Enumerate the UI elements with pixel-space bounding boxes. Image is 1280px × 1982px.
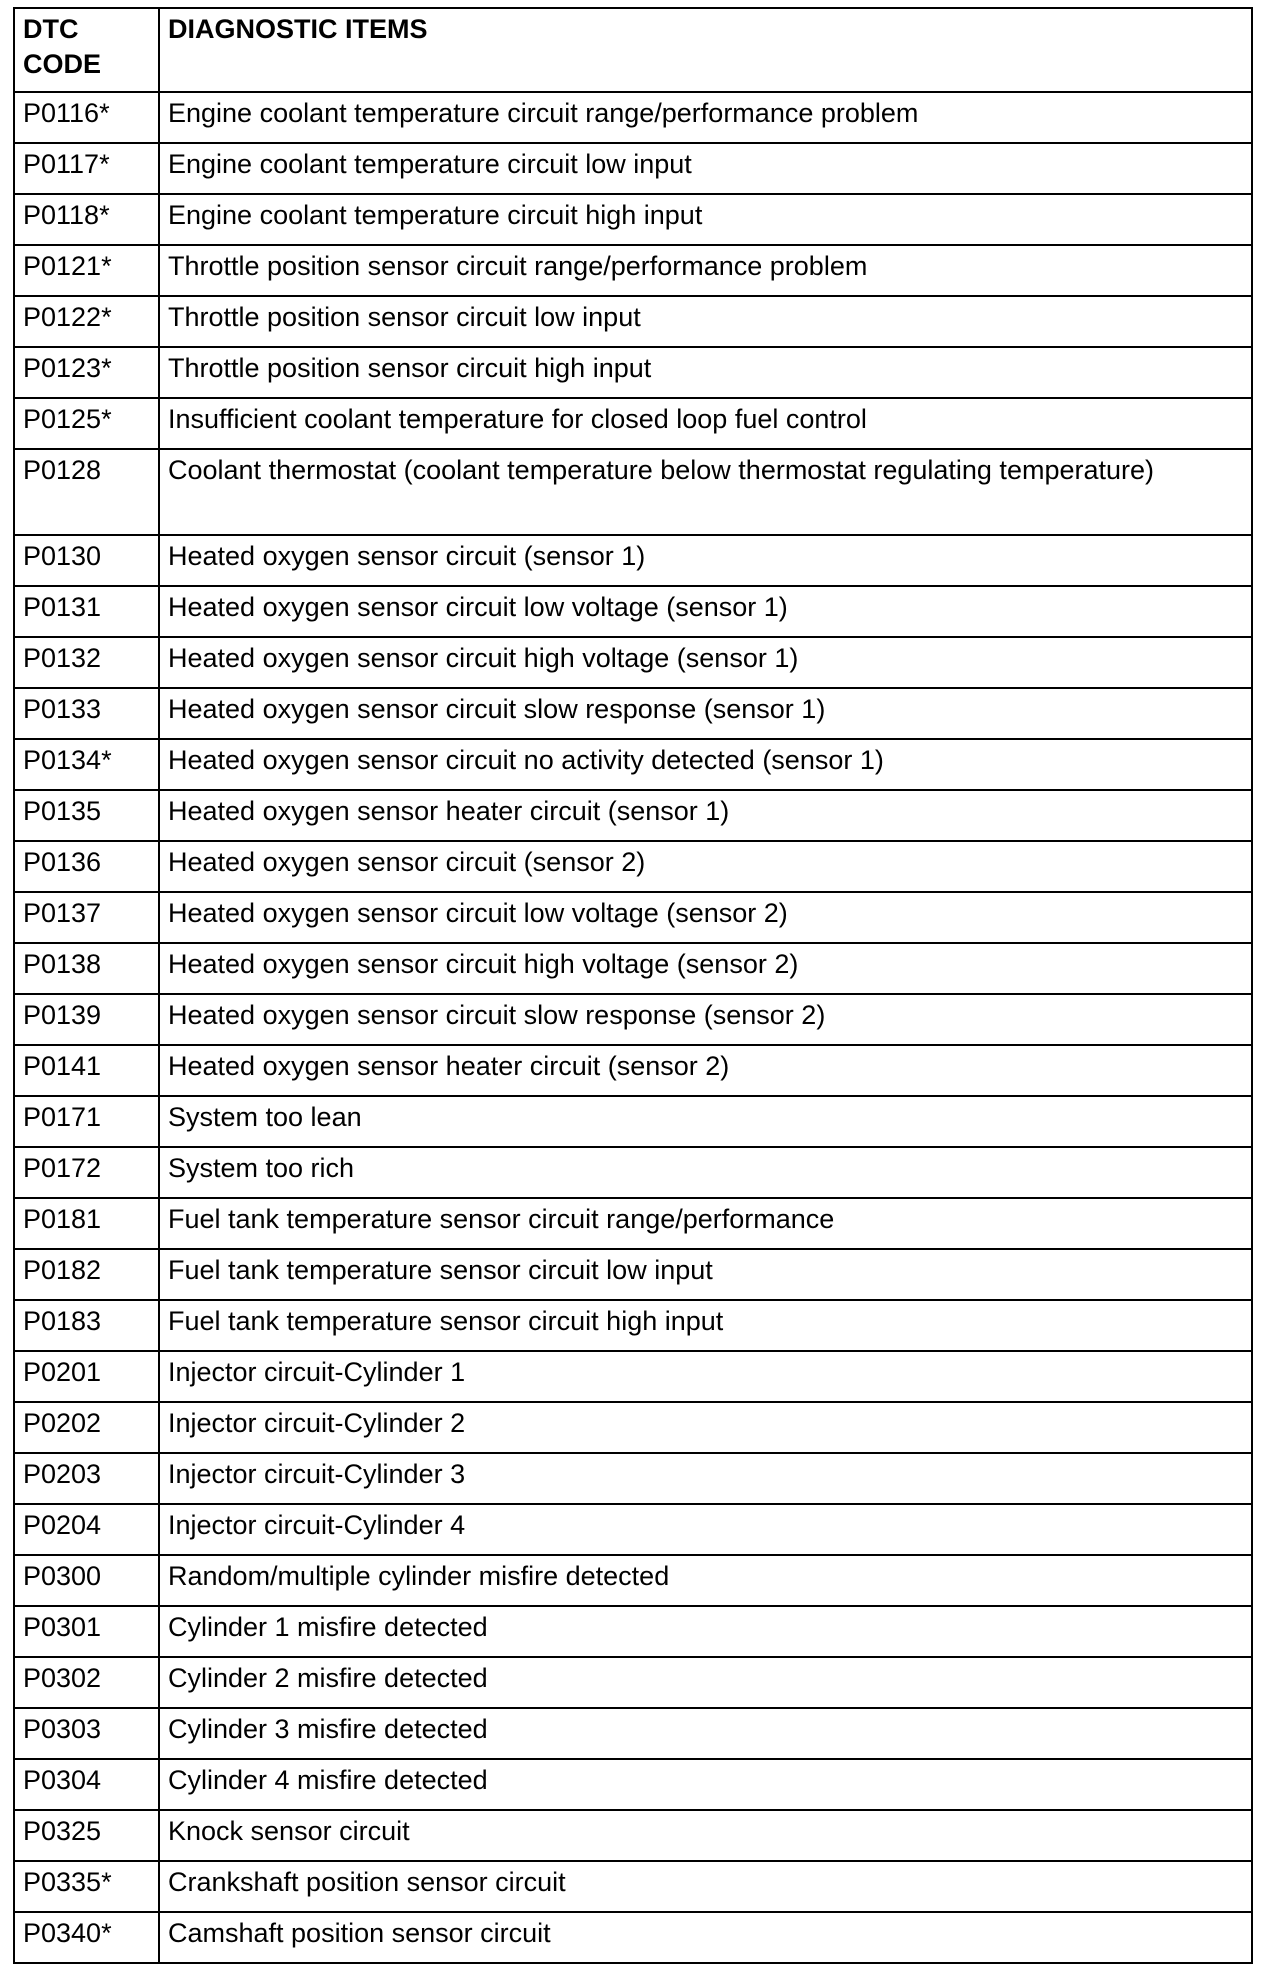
table-row: [14, 1249, 1252, 1300]
diagnostic-item-cell: System too lean: [159, 1096, 1252, 1147]
table-row: [14, 739, 1252, 790]
dtc-code-cell: P0304: [14, 1759, 159, 1810]
table-row: [14, 245, 1252, 296]
diagnostic-item-cell: Heated oxygen sensor heater circuit (sensor 1): [159, 790, 1252, 841]
dtc-code-cell: P0201: [14, 1351, 159, 1402]
dtc-code-cell: P0134*: [14, 739, 159, 790]
dtc-code-cell: P0340*: [14, 1912, 159, 1963]
table-row: [14, 1810, 1252, 1861]
table-row: [14, 1096, 1252, 1147]
table-row: [14, 1759, 1252, 1810]
dtc-code-cell: P0122*: [14, 296, 159, 347]
table-row: [14, 1147, 1252, 1198]
table-row: [14, 994, 1252, 1045]
table-row: [14, 535, 1252, 586]
diagnostic-item-cell: Crankshaft position sensor circuit: [159, 1861, 1252, 1912]
diagnostic-item-cell: Heated oxygen sensor circuit slow response (sensor 1): [159, 688, 1252, 739]
dtc-code-cell: P0133: [14, 688, 159, 739]
diagnostic-item-cell: Knock sensor circuit: [159, 1810, 1252, 1861]
diagnostic-item-cell: Heated oxygen sensor circuit (sensor 1): [159, 535, 1252, 586]
table-row: [14, 1045, 1252, 1096]
diagnostic-item-cell: Insufficient coolant temperature for closed loop fuel control: [159, 398, 1252, 449]
diagnostic-item-cell: Cylinder 1 misfire detected: [159, 1606, 1252, 1657]
dtc-code-cell: P0300: [14, 1555, 159, 1606]
diagnostic-item-cell: Heated oxygen sensor circuit high voltage (sensor 1): [159, 637, 1252, 688]
table-row: [14, 1402, 1252, 1453]
table-row: [14, 143, 1252, 194]
table-row: [14, 1300, 1252, 1351]
table-row: [14, 1912, 1252, 1963]
diagnostic-item-cell: Fuel tank temperature sensor circuit high input: [159, 1300, 1252, 1351]
dtc-code-cell: P0301: [14, 1606, 159, 1657]
diagnostic-item-cell: Heated oxygen sensor circuit low voltage (sensor 1): [159, 586, 1252, 637]
diagnostic-item-cell: Heated oxygen sensor circuit (sensor 2): [159, 841, 1252, 892]
diagnostic-item-cell: Engine coolant temperature circuit high input: [159, 194, 1252, 245]
dtc-code-cell: P0139: [14, 994, 159, 1045]
diagnostic-item-cell: Fuel tank temperature sensor circuit range/performance: [159, 1198, 1252, 1249]
table-row: [14, 449, 1252, 535]
table-row: [14, 688, 1252, 739]
dtc-code-cell: P0183: [14, 1300, 159, 1351]
dtc-code-cell: P0202: [14, 1402, 159, 1453]
column-header-diagnostic-items: DIAGNOSTIC ITEMS: [159, 8, 1252, 92]
table-row: [14, 296, 1252, 347]
diagnostic-item-cell: Heated oxygen sensor circuit high voltage (sensor 2): [159, 943, 1252, 994]
diagnostic-item-cell: Engine coolant temperature circuit low input: [159, 143, 1252, 194]
dtc-code-cell: P0135: [14, 790, 159, 841]
diagnostic-item-cell: Throttle position sensor circuit high input: [159, 347, 1252, 398]
table-row: [14, 943, 1252, 994]
dtc-code-cell: P0141: [14, 1045, 159, 1096]
table-row: [14, 1555, 1252, 1606]
dtc-code-cell: P0303: [14, 1708, 159, 1759]
diagnostic-item-cell: Cylinder 3 misfire detected: [159, 1708, 1252, 1759]
table-row: [14, 1504, 1252, 1555]
table-body: [14, 92, 1252, 1963]
table-header-row: [14, 8, 1252, 92]
dtc-code-cell: P0131: [14, 586, 159, 637]
dtc-code-cell: P0116*: [14, 92, 159, 143]
diagnostic-item-cell: Heated oxygen sensor circuit slow response (sensor 2): [159, 994, 1252, 1045]
diagnostic-item-cell: System too rich: [159, 1147, 1252, 1198]
table-row: [14, 1351, 1252, 1402]
column-header-dtc-line2: CODE: [23, 49, 102, 79]
diagnostic-item-cell: Cylinder 2 misfire detected: [159, 1657, 1252, 1708]
table-row: [14, 1708, 1252, 1759]
table-row: [14, 790, 1252, 841]
diagnostic-item-cell: Injector circuit-Cylinder 4: [159, 1504, 1252, 1555]
dtc-table: [13, 7, 1253, 1964]
table-row: [14, 1861, 1252, 1912]
diagnostic-item-cell: Heated oxygen sensor circuit no activity detected (sensor 1): [159, 739, 1252, 790]
table-row: [14, 1657, 1252, 1708]
diagnostic-item-cell: Throttle position sensor circuit low input: [159, 296, 1252, 347]
dtc-code-cell: P0302: [14, 1657, 159, 1708]
table-row: [14, 194, 1252, 245]
dtc-code-cell: P0130: [14, 535, 159, 586]
table-row: [14, 892, 1252, 943]
diagnostic-item-cell: Injector circuit-Cylinder 3: [159, 1453, 1252, 1504]
dtc-code-cell: P0137: [14, 892, 159, 943]
diagnostic-item-cell: Throttle position sensor circuit range/performance problem: [159, 245, 1252, 296]
dtc-code-cell: P0204: [14, 1504, 159, 1555]
table-row: [14, 1606, 1252, 1657]
diagnostic-item-cell: Engine coolant temperature circuit range/performance problem: [159, 92, 1252, 143]
diagnostic-item-cell: Camshaft position sensor circuit: [159, 1912, 1252, 1963]
diagnostic-item-cell: Random/multiple cylinder misfire detected: [159, 1555, 1252, 1606]
dtc-code-cell: P0325: [14, 1810, 159, 1861]
column-header-dtc-line1: DTC: [23, 14, 79, 44]
column-header-dtc-code: [14, 8, 159, 92]
table-row: [14, 1198, 1252, 1249]
dtc-code-cell: P0132: [14, 637, 159, 688]
dtc-code-cell: P0128: [14, 449, 159, 535]
table-row: [14, 841, 1252, 892]
dtc-code-cell: P0123*: [14, 347, 159, 398]
dtc-code-cell: P0171: [14, 1096, 159, 1147]
dtc-code-cell: P0203: [14, 1453, 159, 1504]
table-row: [14, 1453, 1252, 1504]
table-row: [14, 398, 1252, 449]
dtc-code-cell: P0172: [14, 1147, 159, 1198]
dtc-code-cell: P0118*: [14, 194, 159, 245]
diagnostic-item-cell: Cylinder 4 misfire detected: [159, 1759, 1252, 1810]
dtc-code-cell: P0136: [14, 841, 159, 892]
diagnostic-item-cell: Heated oxygen sensor heater circuit (sensor 2): [159, 1045, 1252, 1096]
dtc-code-cell: P0182: [14, 1249, 159, 1300]
diagnostic-item-cell: Coolant thermostat (coolant temperature below thermostat regulating temperature): [159, 449, 1252, 535]
dtc-code-cell: P0125*: [14, 398, 159, 449]
table-row: [14, 92, 1252, 143]
dtc-code-cell: P0181: [14, 1198, 159, 1249]
dtc-code-cell: P0138: [14, 943, 159, 994]
diagnostic-item-cell: Injector circuit-Cylinder 1: [159, 1351, 1252, 1402]
dtc-code-cell: P0335*: [14, 1861, 159, 1912]
diagnostic-item-cell: Heated oxygen sensor circuit low voltage (sensor 2): [159, 892, 1252, 943]
diagnostic-item-cell: Fuel tank temperature sensor circuit low input: [159, 1249, 1252, 1300]
dtc-code-cell: P0121*: [14, 245, 159, 296]
table-row: [14, 586, 1252, 637]
table-row: [14, 637, 1252, 688]
dtc-code-cell: P0117*: [14, 143, 159, 194]
diagnostic-item-cell: Injector circuit-Cylinder 2: [159, 1402, 1252, 1453]
table-row: [14, 347, 1252, 398]
